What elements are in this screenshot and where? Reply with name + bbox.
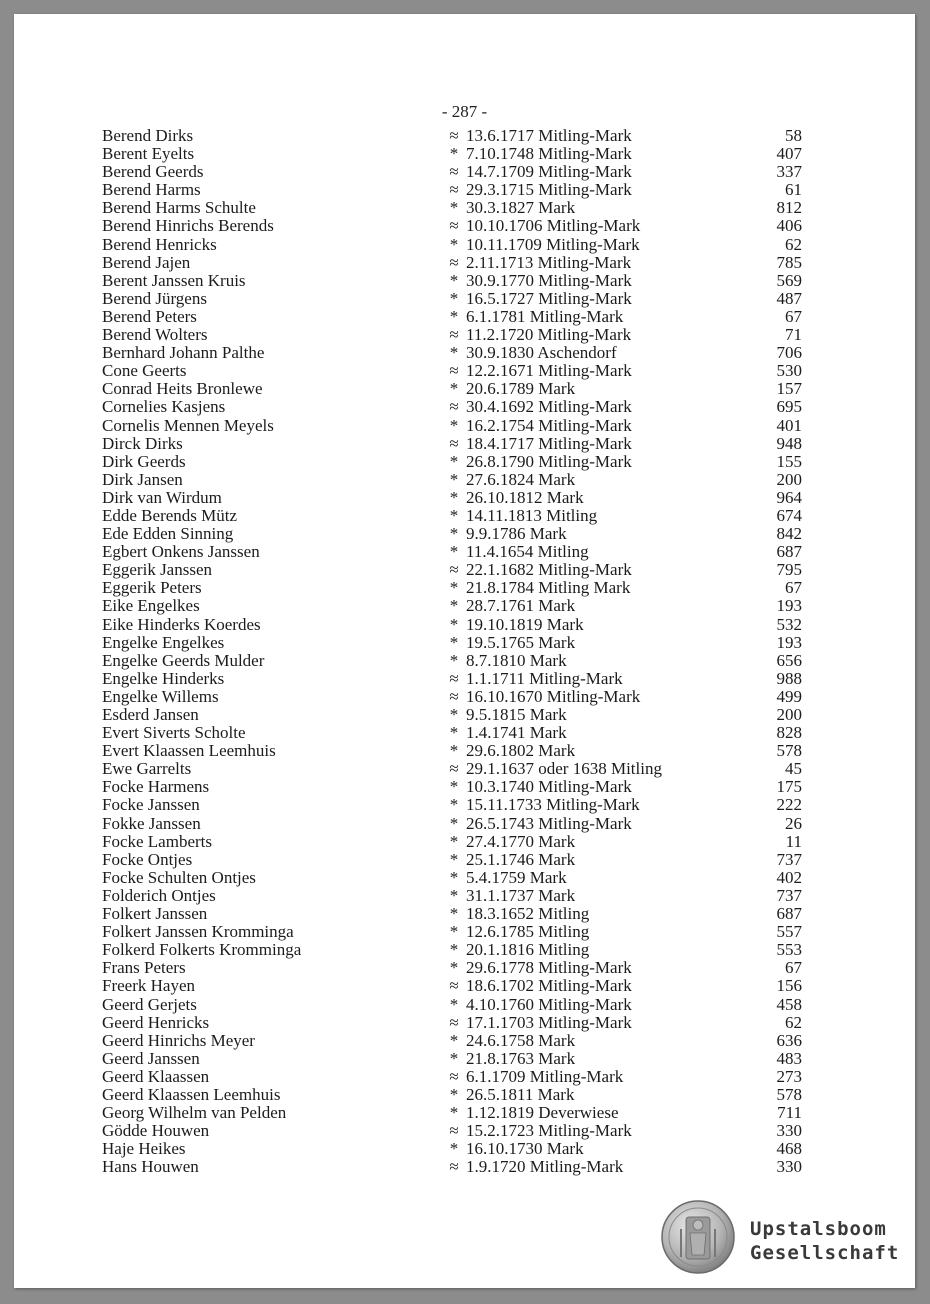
entry-name: Egbert Onkens Janssen: [102, 542, 260, 562]
entry-name: Haje Heikes: [102, 1139, 186, 1159]
list-item: [102, 742, 802, 760]
entry-number: 67: [785, 958, 802, 978]
entry-name: Geerd Hinrichs Meyer: [102, 1030, 255, 1050]
entry-number: 401: [776, 415, 802, 435]
entry-date-place: 6.1.1709 Mitling-Mark: [466, 1066, 624, 1086]
entry-marker: ≈: [449, 180, 459, 200]
list-item: [102, 869, 802, 887]
entry-date-place: 18.3.1652 Mitling: [466, 904, 590, 924]
entry-date-place: 21.8.1763 Mark: [466, 1048, 576, 1068]
list-item: [102, 362, 802, 380]
entry-date-place: 11.2.1720 Mitling-Mark: [466, 325, 632, 345]
entry-date-place: 22.1.1682 Mitling-Mark: [466, 560, 632, 580]
list-item: [102, 543, 802, 561]
entry-name: Folkerd Folkerts Kromminga: [102, 940, 302, 960]
entry-name: Engelke Hinderks: [102, 668, 225, 688]
list-item: [102, 634, 802, 652]
entry-date-place: 26.5.1743 Mitling-Mark: [466, 813, 632, 833]
entry-marker: ≈: [449, 1157, 459, 1177]
entry-name: Focke Janssen: [102, 795, 200, 815]
entry-number: 156: [776, 976, 802, 996]
entry-date-place: 12.6.1785 Mitling: [466, 922, 590, 942]
list-item: [102, 579, 802, 597]
list-item: [102, 778, 802, 796]
entry-number: 175: [776, 777, 802, 797]
entry-marker: ≈: [449, 686, 459, 706]
entry-number: 45: [785, 759, 802, 779]
entry-date-place: 29.6.1778 Mitling-Mark: [466, 958, 632, 978]
entry-number: 711: [777, 1103, 802, 1123]
entry-name: Hans Houwen: [102, 1157, 199, 1177]
entry-number: 812: [776, 198, 802, 218]
entry-name: Geerd Klaassen: [102, 1066, 210, 1086]
entry-marker: *: [449, 343, 459, 363]
entry-number: 737: [776, 849, 802, 869]
entry-marker: *: [449, 306, 459, 326]
list-item: [102, 217, 802, 235]
entry-name: Berend Hinrichs Berends: [102, 216, 274, 236]
entry-marker: *: [449, 705, 459, 724]
list-item: [102, 236, 802, 254]
entry-number: 578: [776, 1084, 802, 1104]
entry-date-place: 16.5.1727 Mitling-Mark: [466, 288, 632, 308]
entry-marker: *: [449, 831, 459, 851]
entry-number: 636: [776, 1030, 802, 1050]
entry-date-place: 18.4.1717 Mitling-Mark: [466, 433, 632, 453]
entry-date-place: 17.1.1703 Mitling-Mark: [466, 1012, 632, 1032]
entry-name: Frans Peters: [102, 958, 186, 978]
entry-name: Folderich Ontjes: [102, 885, 216, 905]
entry-date-place: 26.8.1790 Mitling-Mark: [466, 451, 632, 471]
list-item: [102, 670, 802, 688]
list-item: [102, 507, 802, 525]
entry-date-place: 14.11.1813 Mitling: [466, 505, 598, 525]
entry-number: 155: [776, 451, 802, 471]
entry-name: Dirk van Wirdum: [102, 487, 222, 507]
entry-date-place: 30.4.1692 Mitling-Mark: [466, 397, 632, 417]
entry-marker: ≈: [449, 126, 459, 145]
entry-marker: *: [449, 542, 459, 562]
list-item: [102, 923, 802, 941]
entry-date-place: 10.10.1706 Mitling-Mark: [466, 216, 641, 236]
entry-marker: ≈: [449, 560, 459, 580]
entry-marker: *: [449, 469, 459, 489]
entry-name: Cornelies Kasjens: [102, 397, 226, 417]
entry-number: 330: [776, 1157, 802, 1177]
entry-date-place: 8.7.1810 Mark: [466, 650, 567, 670]
entry-marker: *: [449, 741, 459, 761]
list-item: [102, 833, 802, 851]
entry-marker: *: [449, 723, 459, 743]
entry-number: 468: [776, 1139, 802, 1159]
entry-date-place: 9.9.1786 Mark: [466, 524, 567, 544]
seal-icon: [660, 1199, 736, 1275]
entry-number: 330: [776, 1121, 802, 1141]
entry-date-place: 16.10.1670 Mitling-Mark: [466, 686, 641, 706]
entry-name: Dirk Geerds: [102, 451, 186, 471]
entry-marker: *: [449, 144, 459, 164]
entry-name: Fokke Janssen: [102, 813, 201, 833]
entry-marker: ≈: [449, 976, 459, 996]
entry-date-place: 30.3.1827 Mark: [466, 198, 576, 218]
entry-name: Eggerik Peters: [102, 578, 202, 598]
entry-number: 795: [776, 560, 802, 580]
entry-date-place: 5.4.1759 Mark: [466, 867, 567, 887]
entry-number: 687: [776, 904, 802, 924]
entry-number: 695: [776, 397, 802, 417]
entry-marker: ≈: [449, 1121, 459, 1141]
list-item: [102, 1032, 802, 1050]
entry-marker: *: [449, 904, 459, 924]
list-item: [102, 127, 802, 145]
list-item: [102, 977, 802, 995]
list-item: [102, 1122, 802, 1140]
entry-number: 62: [785, 234, 802, 254]
entry-name: Ede Edden Sinning: [102, 524, 234, 544]
entry-number: 483: [776, 1048, 802, 1068]
entry-number: 706: [776, 343, 802, 363]
entry-name: Dirk Jansen: [102, 469, 183, 489]
list-item: [102, 1068, 802, 1086]
entry-marker: *: [449, 1103, 459, 1123]
entry-name: Berend Wolters: [102, 325, 208, 345]
list-item: [102, 1086, 802, 1104]
entry-number: 273: [776, 1066, 802, 1086]
entry-date-place: 28.7.1761 Mark: [466, 596, 576, 616]
entry-marker: ≈: [449, 325, 459, 345]
entry-marker: *: [449, 578, 459, 598]
entry-name: Dirck Dirks: [102, 433, 183, 453]
entry-name: Berend Geerds: [102, 162, 204, 182]
entry-date-place: 1.1.1711 Mitling-Mark: [466, 668, 623, 688]
list-item: [102, 1014, 802, 1032]
entry-number: 222: [776, 795, 802, 815]
entry-name: Geerd Klaassen Leemhuis: [102, 1084, 281, 1104]
entry-date-place: 9.5.1815 Mark: [466, 705, 567, 724]
entry-number: 458: [776, 994, 802, 1014]
list-item: [102, 163, 802, 181]
entry-date-place: 16.2.1754 Mitling-Mark: [466, 415, 632, 435]
entry-marker: *: [449, 632, 459, 652]
entry-name: Focke Schulten Ontjes: [102, 867, 256, 887]
list-item: [102, 561, 802, 579]
list-item: [102, 489, 802, 507]
entry-marker: *: [449, 614, 459, 634]
entry-marker: *: [449, 505, 459, 525]
list-item: [102, 254, 802, 272]
list-item: [102, 996, 802, 1014]
entry-date-place: 29.1.1637 oder 1638 Mitling: [466, 759, 662, 779]
entry-name: Eike Engelkes: [102, 596, 200, 616]
entry-name: Berend Dirks: [102, 126, 194, 145]
entry-name: Eike Hinderks Koerdes: [102, 614, 261, 634]
entry-marker: *: [449, 813, 459, 833]
logo-line-2: Gesellschaft: [750, 1242, 900, 1264]
entry-date-place: 1.9.1720 Mitling-Mark: [466, 1157, 624, 1177]
entry-marker: *: [449, 415, 459, 435]
entry-number: 407: [776, 144, 802, 164]
entry-number: 67: [785, 306, 802, 326]
entry-number: 988: [776, 668, 802, 688]
entry-marker: *: [449, 524, 459, 544]
entry-date-place: 15.11.1733 Mitling-Mark: [466, 795, 640, 815]
list-item: [102, 760, 802, 778]
list-item: [102, 1158, 802, 1176]
entry-name: Berend Peters: [102, 306, 197, 326]
entry-name: Engelke Engelkes: [102, 632, 225, 652]
list-item: [102, 199, 802, 217]
entry-marker: ≈: [449, 252, 459, 272]
entry-number: 406: [776, 216, 802, 236]
entry-name: Evert Klaassen Leemhuis: [102, 741, 276, 761]
entry-marker: *: [449, 1139, 459, 1159]
entry-number: 58: [785, 126, 802, 145]
list-item: [102, 471, 802, 489]
entry-name: Folkert Janssen: [102, 904, 208, 924]
entry-name: Geerd Janssen: [102, 1048, 200, 1068]
entry-date-place: 26.10.1812 Mark: [466, 487, 584, 507]
entry-number: 193: [776, 632, 802, 652]
entry-marker: *: [449, 1048, 459, 1068]
entry-date-place: 31.1.1737 Mark: [466, 885, 576, 905]
entry-date-place: 30.9.1770 Mitling-Mark: [466, 270, 632, 290]
entry-name: Cone Geerts: [102, 361, 187, 381]
entry-name: Focke Ontjes: [102, 849, 193, 869]
entry-date-place: 6.1.1781 Mitling-Mark: [466, 306, 624, 326]
entry-number: 578: [776, 741, 802, 761]
entry-marker: ≈: [449, 759, 459, 779]
entry-date-place: 27.4.1770 Mark: [466, 831, 576, 851]
entry-number: 67: [785, 578, 802, 598]
entry-name: Geerd Gerjets: [102, 994, 197, 1014]
entry-number: 964: [776, 487, 802, 507]
entry-date-place: 16.10.1730 Mark: [466, 1139, 584, 1159]
entry-marker: *: [449, 379, 459, 399]
entry-date-place: 11.4.1654 Mitling: [466, 542, 589, 562]
entry-number: 157: [776, 379, 802, 399]
logo-wordmark: [750, 1217, 899, 1265]
entry-marker: ≈: [449, 433, 459, 453]
entry-date-place: 24.6.1758 Mark: [466, 1030, 576, 1050]
entry-name: Berend Harms: [102, 180, 201, 200]
entry-number: 737: [776, 885, 802, 905]
entry-name: Bernhard Johann Palthe: [102, 343, 265, 363]
entry-date-place: 19.10.1819 Mark: [466, 614, 584, 634]
entry-marker: *: [449, 1084, 459, 1104]
entry-date-place: 27.6.1824 Mark: [466, 469, 576, 489]
list-item: [102, 145, 802, 163]
entry-date-place: 12.2.1671 Mitling-Mark: [466, 361, 632, 381]
entry-marker: *: [449, 922, 459, 942]
entry-name: Berent Janssen Kruis: [102, 270, 246, 290]
entry-marker: *: [449, 234, 459, 254]
list-item: [102, 796, 802, 814]
entry-marker: *: [449, 198, 459, 218]
list-item: [102, 706, 802, 724]
entry-name: Freerk Hayen: [102, 976, 195, 996]
entry-name: Focke Harmens: [102, 777, 210, 797]
entry-number: 402: [776, 867, 802, 887]
entry-date-place: 10.11.1709 Mitling-Mark: [466, 234, 640, 254]
list-item: [102, 724, 802, 742]
entry-date-place: 26.5.1811 Mark: [466, 1084, 575, 1104]
list-item: [102, 688, 802, 706]
entry-marker: *: [449, 1030, 459, 1050]
entry-marker: ≈: [449, 1012, 459, 1032]
list-item: [102, 941, 802, 959]
entry-marker: *: [449, 451, 459, 471]
entry-marker: *: [449, 596, 459, 616]
page-number: - 287 -: [441, 102, 488, 121]
entry-number: 948: [776, 433, 802, 453]
entry-marker: *: [449, 849, 459, 869]
entry-name: Engelke Geerds Mulder: [102, 650, 265, 670]
entry-name: Geerd Henricks: [102, 1012, 210, 1032]
list-item: [102, 905, 802, 923]
entry-name: Berent Eyelts: [102, 144, 195, 164]
list-item: [102, 453, 802, 471]
entry-list: [102, 127, 802, 1176]
entry-marker: *: [449, 867, 459, 887]
entry-name: Engelke Willems: [102, 686, 219, 706]
list-item: [102, 597, 802, 615]
document-page: [14, 14, 915, 1288]
list-item: [102, 417, 802, 435]
entry-number: 828: [776, 723, 802, 743]
entry-name: Esderd Jansen: [102, 705, 199, 724]
list-item: [102, 652, 802, 670]
entry-date-place: 20.1.1816 Mitling: [466, 940, 590, 960]
list-item: [102, 959, 802, 977]
entry-number: 200: [776, 469, 802, 489]
entry-name: Berend Harms Schulte: [102, 198, 256, 218]
entry-name: Edde Berends Mütz: [102, 505, 238, 525]
entry-number: 530: [776, 361, 802, 381]
entry-marker: *: [449, 777, 459, 797]
entry-name: Berend Jajen: [102, 252, 191, 272]
entry-marker: *: [449, 958, 459, 978]
entry-number: 62: [785, 1012, 802, 1032]
entry-number: 11: [785, 831, 802, 851]
list-item: [102, 380, 802, 398]
list-item: [102, 398, 802, 416]
entry-date-place: 30.9.1830 Aschendorf: [466, 343, 617, 363]
entry-name: Evert Siverts Scholte: [102, 723, 246, 743]
list-item: [102, 815, 802, 833]
entry-name: Ewe Garrelts: [102, 759, 192, 779]
entry-number: 687: [776, 542, 802, 562]
entry-name: Conrad Heits Bronlewe: [102, 379, 263, 399]
list-item: [102, 1050, 802, 1068]
entry-date-place: 15.2.1723 Mitling-Mark: [466, 1121, 632, 1141]
entry-number: 557: [776, 922, 802, 942]
list-item: [102, 272, 802, 290]
entry-number: 26: [785, 813, 802, 833]
list-item: [102, 1140, 802, 1158]
list-item: [102, 344, 802, 362]
entry-marker: ≈: [449, 668, 459, 688]
entry-date-place: 18.6.1702 Mitling-Mark: [466, 976, 632, 996]
entry-name: Gödde Houwen: [102, 1121, 210, 1141]
list-item: [102, 326, 802, 344]
list-item: [102, 308, 802, 326]
list-item: [102, 1104, 802, 1122]
list-item: [102, 887, 802, 905]
entry-number: 674: [776, 505, 802, 525]
list-item: [102, 851, 802, 869]
entry-number: 200: [776, 705, 802, 724]
entry-marker: ≈: [449, 1066, 459, 1086]
entry-marker: ≈: [449, 162, 459, 182]
entry-marker: *: [449, 270, 459, 290]
entry-marker: ≈: [449, 397, 459, 417]
entry-name: Eggerik Janssen: [102, 560, 213, 580]
entry-number: 487: [776, 288, 802, 308]
entry-number: 656: [776, 650, 802, 670]
list-item: [102, 435, 802, 453]
entry-number: 785: [776, 252, 802, 272]
entry-date-place: 19.5.1765 Mark: [466, 632, 576, 652]
entry-date-place: 1.12.1819 Deverwiese: [466, 1103, 619, 1123]
entry-date-place: 1.4.1741 Mark: [466, 723, 567, 743]
entry-date-place: 10.3.1740 Mitling-Mark: [466, 777, 632, 797]
list-item: [102, 525, 802, 543]
entry-name: Focke Lamberts: [102, 831, 212, 851]
entry-name: Berend Henricks: [102, 234, 217, 254]
entry-date-place: 7.10.1748 Mitling-Mark: [466, 144, 632, 164]
entry-date-place: 21.8.1784 Mitling Mark: [466, 578, 631, 598]
logo-line-1: Upstalsboom: [750, 1218, 887, 1240]
entry-number: 71: [785, 325, 802, 345]
entry-date-place: 13.6.1717 Mitling-Mark: [466, 126, 632, 145]
entry-number: 569: [776, 270, 802, 290]
entry-marker: *: [449, 940, 459, 960]
entry-date-place: 14.7.1709 Mitling-Mark: [466, 162, 632, 182]
entry-date-place: 25.1.1746 Mark: [466, 849, 576, 869]
entry-number: 337: [776, 162, 802, 182]
entry-name: Berend Jürgens: [102, 288, 207, 308]
list-item: [102, 290, 802, 308]
entry-marker: *: [449, 288, 459, 308]
entry-name: Folkert Janssen Kromminga: [102, 922, 294, 942]
entry-marker: *: [449, 795, 459, 815]
entry-name: Cornelis Mennen Meyels: [102, 415, 274, 435]
list-item: [102, 181, 802, 199]
entry-date-place: 20.6.1789 Mark: [466, 379, 576, 399]
entry-date-place: 29.6.1802 Mark: [466, 741, 576, 761]
entry-marker: *: [449, 650, 459, 670]
entry-number: 193: [776, 596, 802, 616]
entry-number: 532: [776, 614, 802, 634]
entry-date-place: 2.11.1713 Mitling-Mark: [466, 252, 632, 272]
society-logo: [660, 1199, 910, 1277]
entry-marker: ≈: [449, 361, 459, 381]
entry-marker: *: [449, 994, 459, 1014]
entry-date-place: 4.10.1760 Mitling-Mark: [466, 994, 632, 1014]
list-item: [102, 616, 802, 634]
entry-number: 842: [776, 524, 802, 544]
entry-number: 553: [776, 940, 802, 960]
entry-number: 499: [776, 686, 802, 706]
entry-marker: *: [449, 487, 459, 507]
entry-date-place: 29.3.1715 Mitling-Mark: [466, 180, 632, 200]
entry-number: 61: [785, 180, 802, 200]
entry-marker: *: [449, 885, 459, 905]
entry-name: Georg Wilhelm van Pelden: [102, 1103, 287, 1123]
entry-marker: ≈: [449, 216, 459, 236]
